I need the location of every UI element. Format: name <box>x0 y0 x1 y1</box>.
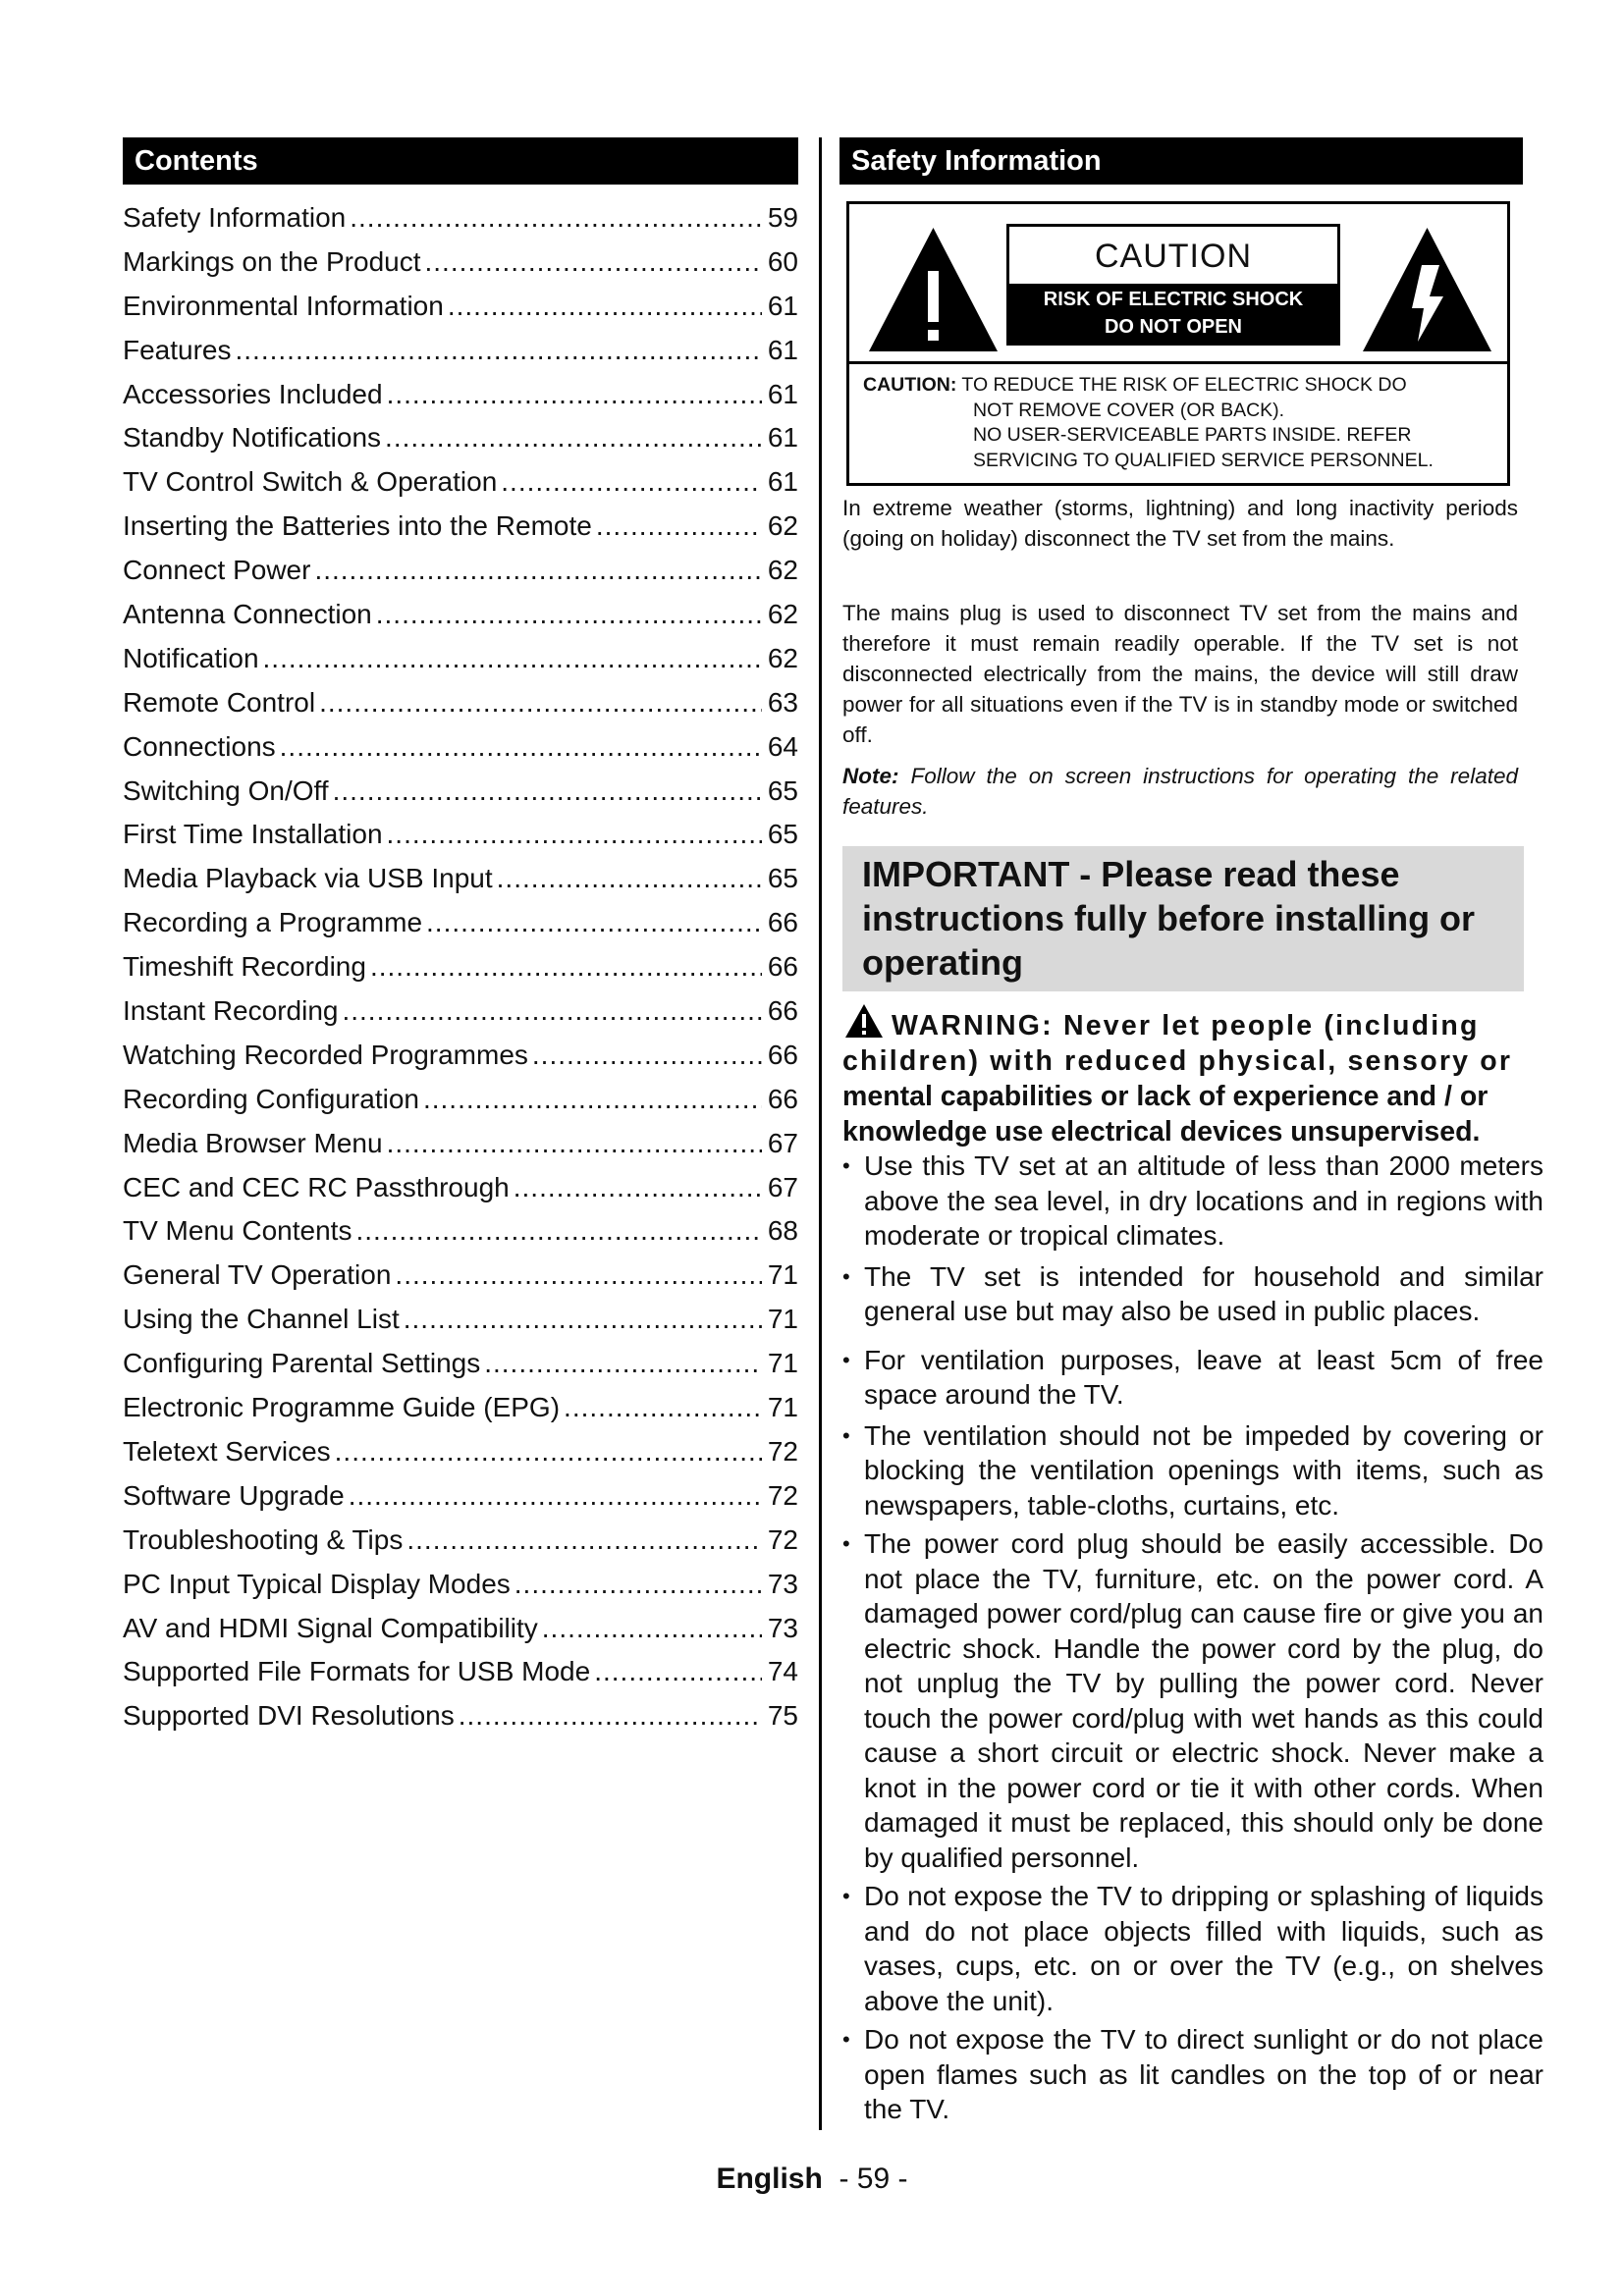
toc-entry-title: Switching On/Off <box>123 774 329 806</box>
caution-text-line1: TO REDUCE THE RISK OF ELECTRIC SHOCK DO <box>961 374 1407 396</box>
toc-entry <box>123 989 798 1034</box>
toc-entry-page: 68 <box>767 1215 798 1247</box>
toc-entry <box>123 637 798 681</box>
warning-line2: children) with reduced physical, sensory or <box>842 1045 1513 1077</box>
bullet-marker: • <box>842 1347 850 1372</box>
toc-entry-title: Software Upgrade <box>123 1479 345 1511</box>
safety-bullet-item <box>842 1879 1543 2018</box>
safety-bullet-item <box>842 1418 1543 1523</box>
warning-line4: knowledge use electrical devices unsupervised. <box>842 1116 1481 1148</box>
toc-entry-title: Media Playback via USB Input <box>123 863 493 894</box>
toc-leader-dots <box>532 1034 762 1078</box>
toc-entry-page: 65 <box>767 863 798 894</box>
toc-entry <box>123 725 798 770</box>
safety-bullet-text: The TV set is intended for household and similar general use but may also be used in public places. <box>864 1260 1543 1326</box>
toc-entry-page: 66 <box>767 907 798 938</box>
important-banner: IMPORTANT - Please read these instructions fully before installing or operating <box>842 846 1524 991</box>
warning-triangle-icon <box>844 1003 884 1039</box>
bullet-marker: • <box>842 1884 850 1908</box>
safety-bullet-text: Use this TV set at an altitude of less than 2000 meters above the sea level, in dry locations and in regions with moderate or tropical climates. <box>864 1150 1543 1251</box>
toc-entry-page: 73 <box>767 1612 798 1643</box>
toc-entry-title: Safety Information <box>123 202 347 233</box>
toc-leader-dots <box>497 857 762 901</box>
toc-leader-dots <box>484 1342 762 1386</box>
toc-entry-title: TV Control Switch & Operation <box>123 466 498 498</box>
toc-leader-dots <box>514 1166 762 1210</box>
safety-bullet-text: Do not expose the TV to dripping or splashing of liquids and do not place objects filled with liquids, such as vases, cups, etc. on or over the TV (e.g., on shelves above the unit). <box>864 1881 1543 2016</box>
toc-entry-page: 71 <box>767 1392 798 1423</box>
toc-entry-page: 71 <box>767 1259 798 1291</box>
toc-entry <box>123 505 798 549</box>
toc-entry-page: 61 <box>767 422 798 454</box>
toc-entry-page: 74 <box>767 1656 798 1687</box>
toc-entry <box>123 1034 798 1078</box>
toc-leader-dots <box>423 1078 762 1122</box>
toc-entry-title: Markings on the Product <box>123 245 421 277</box>
toc-entry-page: 73 <box>767 1568 798 1599</box>
toc-entry <box>123 1519 798 1563</box>
weather-paragraph: In extreme weather (storms, lightning) and long inactivity periods (going on holiday) disconnect the TV set from the mains. <box>842 496 1518 551</box>
toc-entry <box>123 240 798 285</box>
toc-entry <box>123 1166 798 1210</box>
caution-text-line4: SERVICING TO QUALIFIED SERVICE PERSONNEL. <box>973 449 1434 471</box>
toc-entry-page: 71 <box>767 1348 798 1379</box>
note-paragraph <box>842 761 1518 822</box>
bullet-marker: • <box>842 1531 850 1556</box>
toc-leader-dots <box>596 505 762 549</box>
caution-title: CAUTION <box>1095 238 1252 275</box>
toc-leader-dots <box>376 593 762 637</box>
bullet-marker: • <box>842 1263 850 1289</box>
toc-leader-dots <box>426 901 762 945</box>
toc-leader-dots <box>280 725 762 770</box>
toc-entry <box>123 460 798 505</box>
toc-entry-title: Remote Control <box>123 686 316 718</box>
warning-paragraph <box>842 1003 1524 1149</box>
exclamation-warning-icon <box>867 226 1000 353</box>
safety-bullet-text: Do not expose the TV to direct sunlight or do not place open flames such as lit candles on the top of or near the TV. <box>864 2024 1543 2124</box>
safety-bullet-item <box>842 1343 1543 1413</box>
safety-bullet-item <box>842 1148 1543 1254</box>
safety-bullet-text: The ventilation should not be impeded by covering or blocking the ventilation openings with items, such as newspapers, table-cloths, curtains, etc. <box>864 1419 1543 1521</box>
toc-entry-title: Inserting the Batteries into the Remote <box>123 510 592 542</box>
toc-entry-title: Environmental Information <box>123 290 444 321</box>
toc-entry-title: First Time Installation <box>123 819 383 850</box>
toc-entry <box>123 945 798 989</box>
toc-leader-dots <box>370 945 762 989</box>
toc-entry-title: Notification <box>123 642 259 673</box>
toc-entry-title: PC Input Typical Display Modes <box>123 1568 511 1599</box>
toc-entry <box>123 1298 798 1342</box>
page-footer <box>0 2160 1624 2199</box>
toc-entry <box>123 770 798 814</box>
safety-bullet-text: The power cord plug should be easily accessible. Do not place the TV, furniture, etc. on the power cord. A damaged power cord/plug can cause fire or give you an electric shock. Handle the power cord by the plug, do not unplug the TV by pulling the power cord. Never touch the power cord/plug with wet hands as this could cause a short circuit or electric shock. Never make a knot in the power cord or tie it with other cords. When damaged it must be replaced, this should only be done by qualified personnel. <box>864 1528 1543 1873</box>
toc-entry <box>123 857 798 901</box>
toc-entry-page: 61 <box>767 290 798 321</box>
toc-entry-page: 72 <box>767 1523 798 1555</box>
warning-line1: WARNING: Never let people (including <box>892 1010 1480 1041</box>
safety-bullet-list <box>842 1148 1543 2127</box>
toc-entry-title: Media Browser Menu <box>123 1127 383 1158</box>
footer-language: English <box>716 2163 823 2195</box>
toc-leader-dots <box>501 460 762 505</box>
toc-leader-dots <box>263 637 762 681</box>
toc-entry <box>123 1430 798 1474</box>
toc-entry-page: 62 <box>767 555 798 586</box>
caution-text <box>863 373 1491 473</box>
toc-entry-title: Features <box>123 334 232 365</box>
toc-entry-page: 65 <box>767 774 798 806</box>
toc-entry <box>123 196 798 240</box>
toc-entry-page: 72 <box>767 1435 798 1467</box>
toc-entry <box>123 549 798 593</box>
toc-leader-dots <box>333 770 762 814</box>
toc-entry-page: 67 <box>767 1127 798 1158</box>
toc-leader-dots <box>314 549 761 593</box>
contents-heading: Contents <box>123 137 798 185</box>
toc-entry-page: 59 <box>767 202 798 233</box>
toc-leader-dots <box>542 1607 762 1651</box>
table-of-contents <box>123 196 798 1738</box>
toc-entry-page: 75 <box>767 1700 798 1732</box>
toc-entry-title: Connections <box>123 730 276 762</box>
toc-leader-dots <box>514 1563 762 1607</box>
toc-leader-dots <box>459 1694 762 1738</box>
bullet-marker: • <box>842 1422 850 1448</box>
toc-entry-title: Recording Configuration <box>123 1083 419 1114</box>
toc-entry <box>123 329 798 373</box>
safety-bullet-item <box>842 1526 1543 1875</box>
bullet-marker: • <box>842 2027 850 2052</box>
toc-entry-title: Using the Channel List <box>123 1304 400 1335</box>
toc-entry-page: 61 <box>767 334 798 365</box>
toc-entry <box>123 593 798 637</box>
toc-entry-page: 62 <box>767 599 798 630</box>
toc-leader-dots <box>448 285 762 329</box>
toc-entry-page: 72 <box>767 1479 798 1511</box>
toc-leader-dots <box>355 1209 761 1254</box>
toc-entry-title: Connect Power <box>123 555 311 586</box>
caution-subtitle-line1: RISK OF ELECTRIC SHOCK <box>1043 289 1304 310</box>
toc-entry-page: 62 <box>767 510 798 542</box>
toc-entry-title: Electronic Programme Guide (EPG) <box>123 1392 561 1423</box>
toc-entry <box>123 1563 798 1607</box>
caution-text-line2: NOT REMOVE COVER (OR BACK). <box>973 399 1285 421</box>
safety-bullet-item <box>842 2022 1543 2127</box>
caution-panel <box>1006 224 1340 346</box>
toc-leader-dots <box>236 329 762 373</box>
caution-text-line3: NO USER-SERVICEABLE PARTS INSIDE. REFER <box>973 424 1412 446</box>
safety-bullet-text: For ventilation purposes, leave at least 5cm of free space around the TV. <box>864 1344 1543 1410</box>
caution-label-top <box>849 204 1507 361</box>
toc-leader-dots <box>406 1519 761 1563</box>
caution-subtitle <box>1009 284 1337 343</box>
toc-leader-dots <box>564 1386 762 1430</box>
toc-entry <box>123 1254 798 1298</box>
toc-entry-page: 66 <box>767 995 798 1027</box>
toc-entry <box>123 1694 798 1738</box>
toc-leader-dots <box>387 813 762 857</box>
toc-entry-title: Standby Notifications <box>123 422 382 454</box>
toc-entry <box>123 285 798 329</box>
toc-entry-page: 66 <box>767 1083 798 1114</box>
toc-leader-dots <box>385 416 762 460</box>
note-label: Note: <box>842 764 899 788</box>
toc-entry-title: Watching Recorded Programmes <box>123 1039 528 1070</box>
toc-entry <box>123 373 798 417</box>
toc-entry <box>123 1078 798 1122</box>
toc-entry-page: 62 <box>767 642 798 673</box>
toc-entry-title: Supported File Formats for USB Mode <box>123 1656 591 1687</box>
electric-shock-icon <box>1361 226 1493 353</box>
toc-entry <box>123 1607 798 1651</box>
footer-page-number: - 59 - <box>839 2163 908 2195</box>
toc-entry-page: 61 <box>767 378 798 409</box>
toc-entry-page: 64 <box>767 730 798 762</box>
toc-entry-page: 66 <box>767 951 798 983</box>
toc-entry-page: 71 <box>767 1304 798 1335</box>
mains-plug-paragraph: The mains plug is used to disconnect TV set from the mains and therefore it must remain readily operable. If the TV set is not disconnected electrically from the mains, the device will still draw power for all situations even if the TV is in standby mode or switched off. <box>842 601 1518 747</box>
toc-entry <box>123 1474 798 1519</box>
toc-leader-dots <box>425 240 762 285</box>
safety-bullet-item <box>842 1259 1543 1329</box>
toc-leader-dots <box>342 989 761 1034</box>
toc-entry-title: Recording a Programme <box>123 907 423 938</box>
toc-entry-title: Troubleshooting & Tips <box>123 1523 404 1555</box>
toc-entry <box>123 813 798 857</box>
toc-leader-dots <box>319 681 762 725</box>
toc-entry-title: Configuring Parental Settings <box>123 1348 481 1379</box>
toc-entry-title: TV Menu Contents <box>123 1215 352 1247</box>
toc-entry-title: AV and HDMI Signal Compatibility <box>123 1612 538 1643</box>
warning-line3: mental capabilities or lack of experience and / or <box>842 1081 1489 1112</box>
caution-separator <box>849 361 1507 364</box>
bullet-marker: • <box>842 1153 850 1178</box>
toc-entry-page: 61 <box>767 466 798 498</box>
toc-entry-title: Timeshift Recording <box>123 951 366 983</box>
toc-entry <box>123 1209 798 1254</box>
toc-entry-title: General TV Operation <box>123 1259 392 1291</box>
toc-entry <box>123 416 798 460</box>
toc-entry-title: Accessories Included <box>123 378 383 409</box>
toc-entry <box>123 1342 798 1386</box>
toc-leader-dots <box>387 373 762 417</box>
safety-information-heading: Safety Information <box>839 137 1523 185</box>
toc-entry <box>123 1650 798 1694</box>
toc-entry-title: Teletext Services <box>123 1435 331 1467</box>
toc-entry-title: Antenna Connection <box>123 599 372 630</box>
toc-entry-title: CEC and CEC RC Passthrough <box>123 1171 510 1202</box>
toc-entry-title: Supported DVI Resolutions <box>123 1700 455 1732</box>
toc-leader-dots <box>335 1430 762 1474</box>
toc-entry <box>123 1386 798 1430</box>
toc-leader-dots <box>395 1254 761 1298</box>
toc-entry-page: 63 <box>767 686 798 718</box>
caution-label-box <box>846 201 1510 486</box>
toc-entry <box>123 901 798 945</box>
toc-entry <box>123 681 798 725</box>
toc-entry-title: Instant Recording <box>123 995 339 1027</box>
caution-subtitle-line2: DO NOT OPEN <box>1104 316 1242 338</box>
toc-leader-dots <box>349 1474 762 1519</box>
toc-leader-dots <box>350 196 762 240</box>
toc-leader-dots <box>594 1650 762 1694</box>
toc-entry-page: 67 <box>767 1171 798 1202</box>
toc-entry-page: 66 <box>767 1039 798 1070</box>
caution-text-label: CAUTION: <box>863 374 957 396</box>
toc-leader-dots <box>387 1122 762 1166</box>
toc-entry-page: 65 <box>767 819 798 850</box>
column-divider <box>819 137 822 2130</box>
toc-entry <box>123 1122 798 1166</box>
note-text: Follow the on screen instructions for operating the related features. <box>842 764 1518 819</box>
toc-leader-dots <box>404 1298 762 1342</box>
toc-entry-page: 60 <box>767 245 798 277</box>
